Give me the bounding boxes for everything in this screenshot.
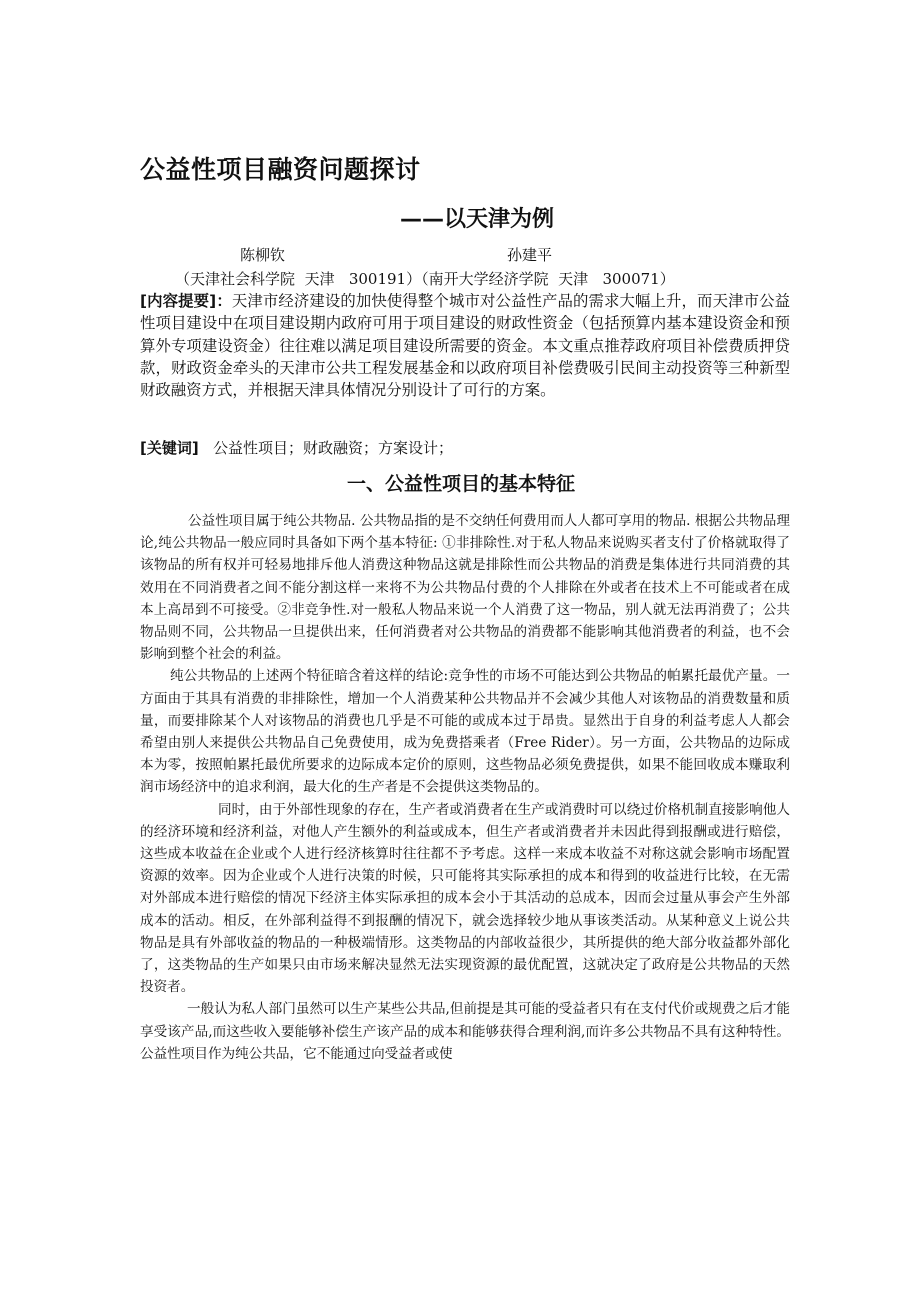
body-text [140,510,790,1065]
abstract-label: [内容提要]： [140,292,232,310]
document-subtitle: ——以天津为例 [400,207,555,232]
author-affiliation: （天津社会科学院 天津 300191）（南开大学经济学院 天津 300071） [175,270,675,288]
keywords-text: 公益性项目；财政融资；方案设计； [198,439,454,457]
keywords [140,437,453,458]
body-paragraph: 一般认为私人部门虽然可以生产某些公共品,但前提是其可能的受益者只有在支付代价或规费之后才能享受该产品,而这些收入要能够补偿生产该产品的成本和能够获得合理利润,而许多公共物品不具有这种特性。公益性项目作为纯公共品，它不能通过向受益者或使 [140,1001,790,1062]
body-paragraph: 纯公共物品的上述两个特征暗含着这样的结论:竞争性的市场不可能达到公共物品的帕累托最优产量。一方面由于其具有消费的非排除性，增加一个人消费某种公共物品并不会减少其他人对该物品的消费数量和质量，而要排除某个人对该物品的消费也几乎是不可能的或成本过于昂贵。显然出于自身的利益考虑人人都会希望由别人来提供公共物品自己免费使用，成为免费搭乘者（Free Rider）。另一方面，公共物品的边际成本为零，按照帕累托最优所要求的边际成本定价的原则，这些物品必须免费提供，如果不能回收成本赚取利润市场经济中的追求利润，最大化的生产者是不会提供这类物品的。 [140,668,790,796]
keywords-label: [关键词] [140,439,199,457]
document-title: 公益性项目融资问题探讨 [140,155,421,184]
body-paragraph: 同时，由于外部性现象的存在，生产者或消费者在生产或消费时可以绕过价格机制直接影响他人的经济环境和经济利益，对他人产生额外的利益或成本，但生产者或消费者并未因此得到报酬或进行赔偿，这些成本收益在企业或个人进行经济核算时往往都不予考虑。这样一来成本收益不对称这就会影响市场配置资源的效率。因为企业或个人进行决策的时候，只可能将其实际承担的成本和得到的收益进行比较，在无需对外部成本进行赔偿的情况下经济主体实际承担的成本会小于其活动的总成本，因而会过量从事会产生外部成本的活动。相反，在外部利益得不到报酬的情况下，就会选择较少地从事该类活动。从某种意义上说公共物品是具有外部收益的物品的一种极端情形。这类物品的内部收益很少，其所提供的绝大部分收益都外部化了，这类物品的生产如果只由市场来解决显然无法实现资源的最优配置，这就决定了政府是公共物品的天然投资者。 [140,801,790,996]
abstract-text: 天津市经济建设的加快使得整个城市对公益性产品的需求大幅上升，而天津市公益性项目建设中在项目建设期内政府可用于项目建设的财政性资金（包括预算内基本建设资金和预算外专项建设资金）往往难以满足项目建设所需要的资金。本文重点推荐政府项目补偿费质押贷款，财政资金牵头的天津市公共工程发展基金和以政府项目补偿费吸引民间主动投资等三种新型财政融资方式，并根据天津具体情况分别设计了可行的方案。 [140,292,790,400]
abstract [140,290,790,401]
section-heading: 一、公益性项目的基本特征 [347,473,576,495]
author-name: 孙建平 [507,246,553,264]
author-name: 陈柳钦 [240,246,286,264]
body-paragraph: 公益性项目属于纯公共物品. 公共物品指的是不交纳任何费用而人人都可享用的物品. 根据公共物品理论,纯公共物品一般应同时具备如下两个基本特征: ①非排除性.对于私人物品来说购买者支付了价格就取得了该物品的所有权并可轻易地排斥他人消费这种物品这就是排除性而公共物品的消费是集体进行共同消费的其效用在不同消费者之间不能分割这样一来将不为公共物品付费的个人排除在外或者在技术上不可能或者在成本上高昂到不可接受。②非竞争性.对一般私人物品来说一个人消费了这一物品，别人就无法再消费了；公共物品则不同，公共物品一旦提供出来，任何消费者对公共物品的消费都不能影响其他消费者的利益，也不会影响到整个社会的利益。 [140,513,790,663]
